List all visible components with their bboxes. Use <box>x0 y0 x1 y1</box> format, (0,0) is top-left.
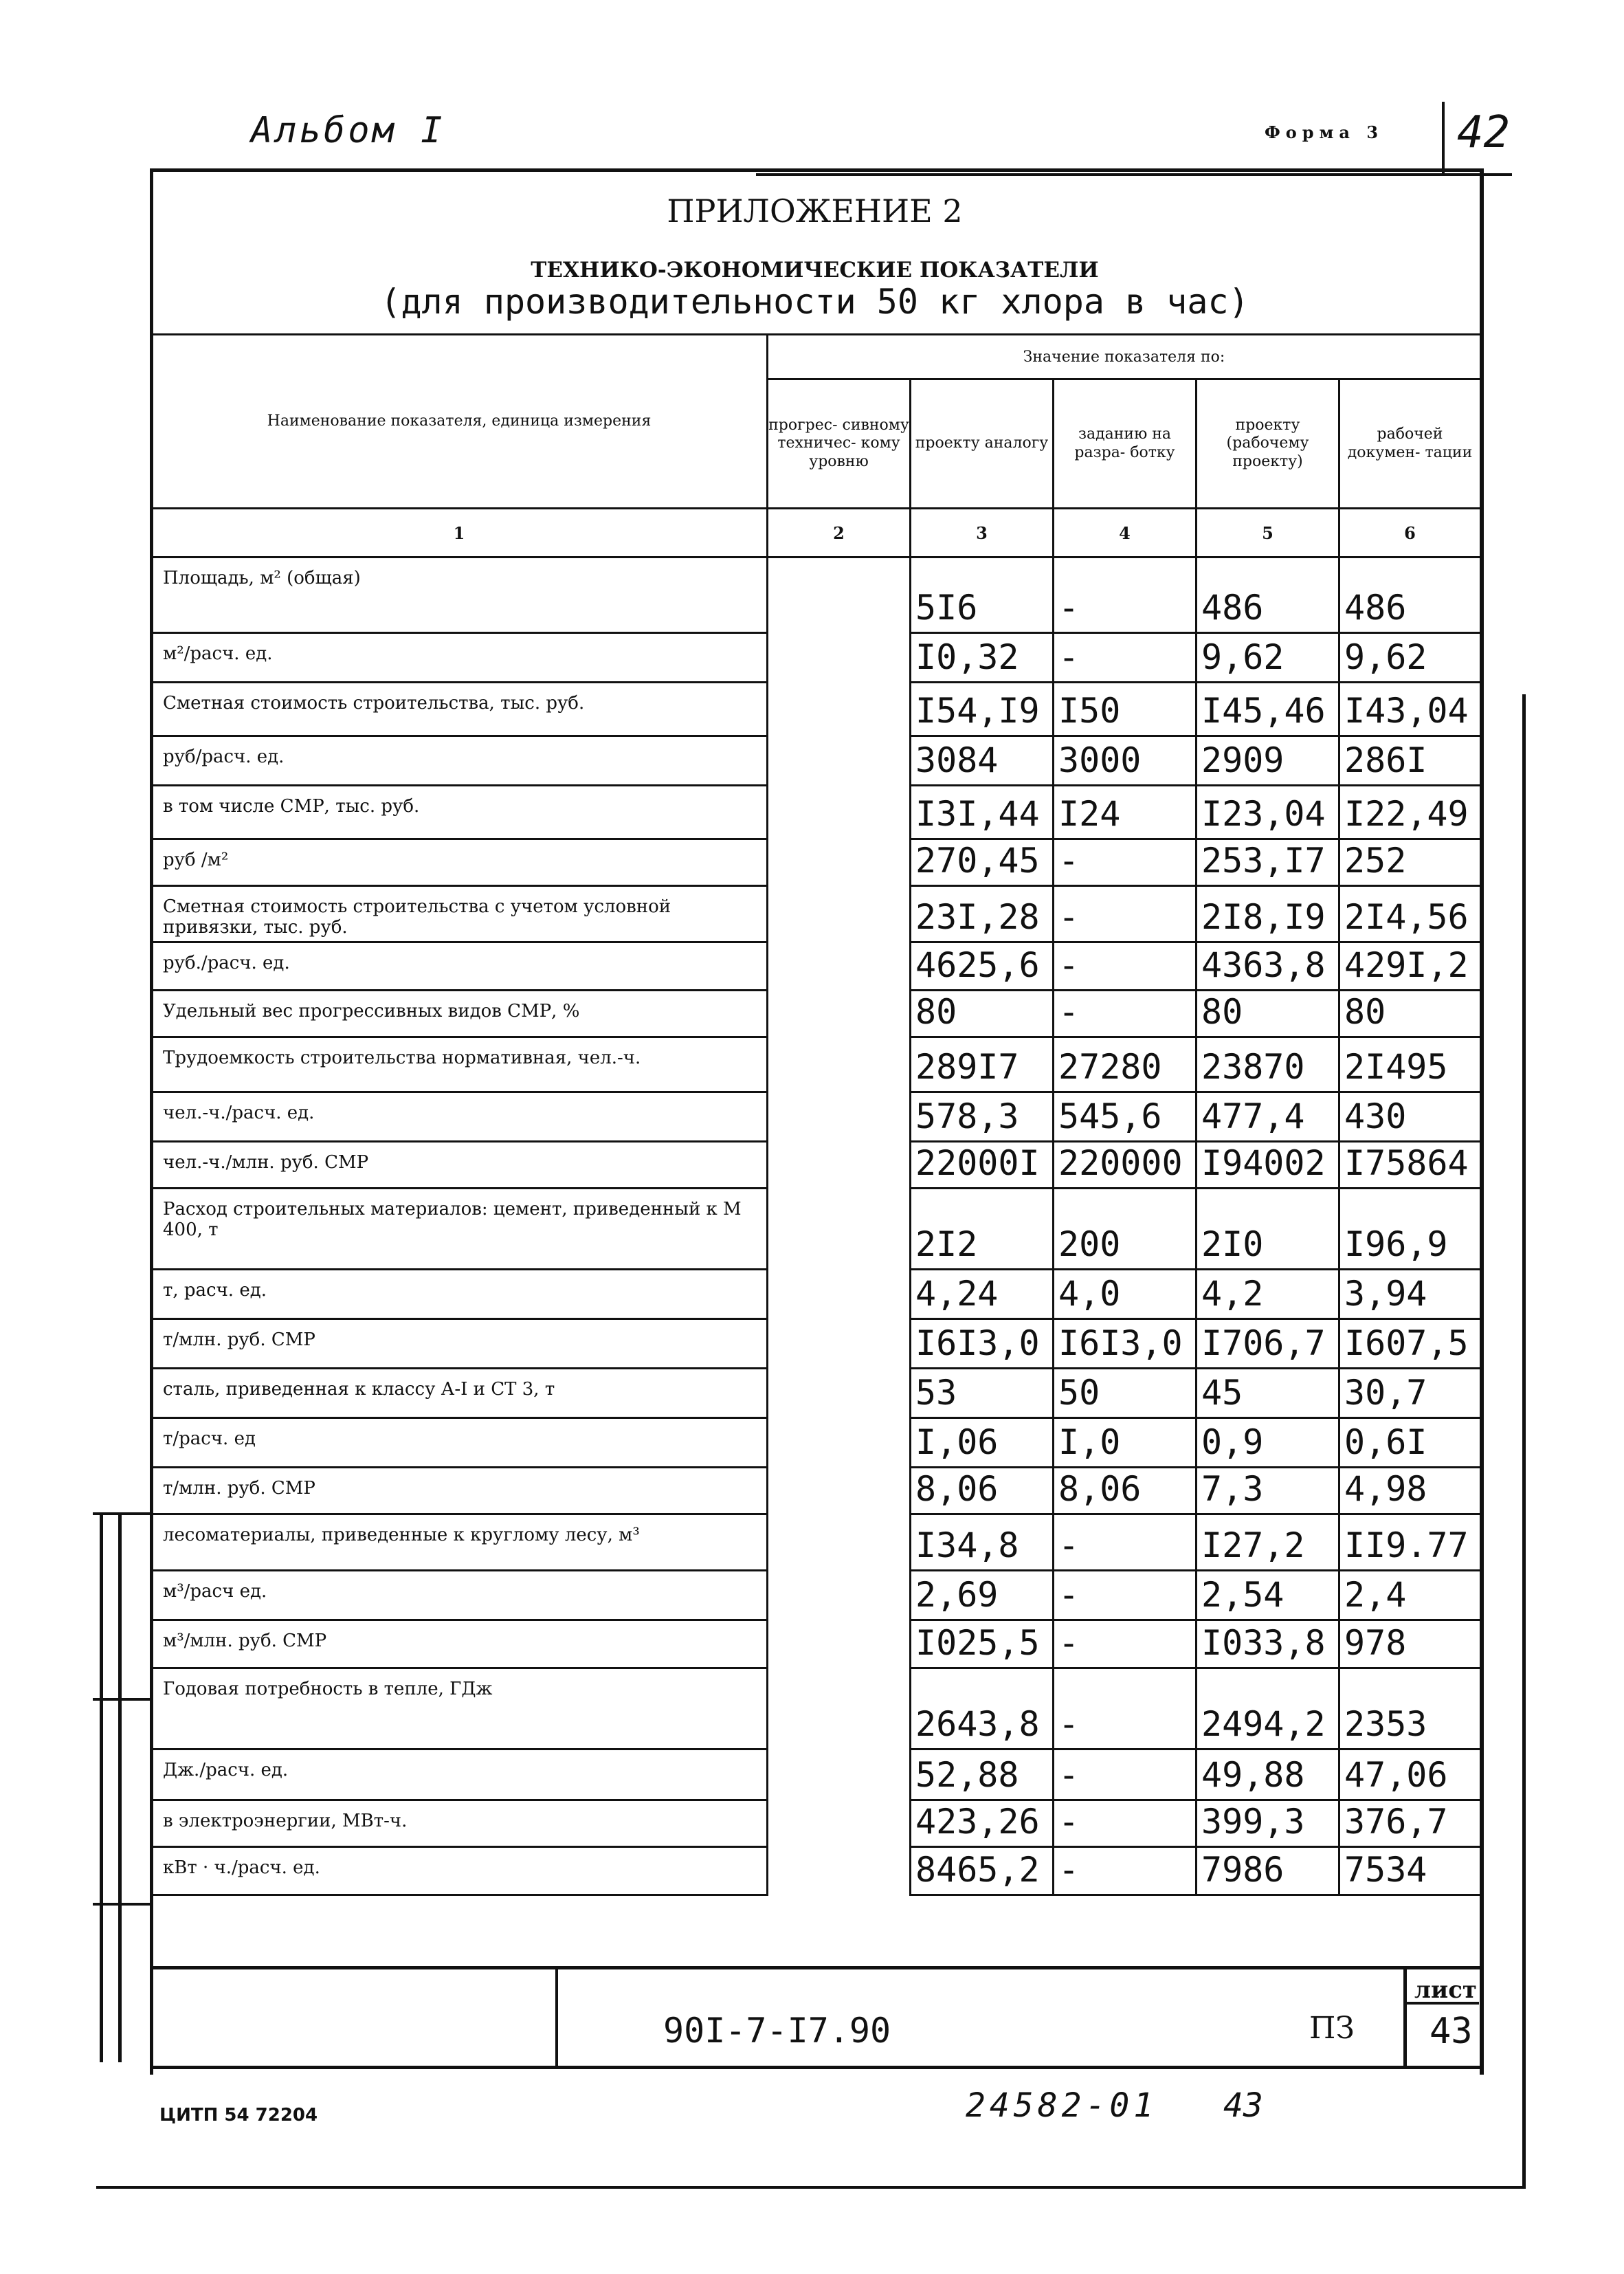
value-cell: 429I,2 <box>1339 942 1481 991</box>
margin-tick <box>93 1903 151 1906</box>
value-cell: - <box>1054 886 1197 942</box>
row-label: Площадь, м² (общая) <box>151 558 768 633</box>
table-row <box>151 942 1481 991</box>
value-cell: I27,2 <box>1197 1514 1339 1571</box>
value-cell: - <box>1054 991 1197 1037</box>
value-cell: 200 <box>1054 1189 1197 1270</box>
col-number: 3 <box>911 509 1054 558</box>
value-cell: I,06 <box>911 1418 1054 1468</box>
indicators-table <box>150 333 1482 1896</box>
value-cell: 486 <box>1197 558 1339 633</box>
row-label: Удельный вес прогрессивных видов СМР, % <box>151 991 768 1037</box>
value-cell: I50 <box>1054 683 1197 736</box>
row-label: в том числе СМР, тыс. руб. <box>151 786 768 839</box>
table-row <box>151 1189 1481 1270</box>
row-label: Расход строительных материалов: цемент, приведенный к М 400, т <box>151 1189 768 1270</box>
value-cell: I94002 <box>1197 1142 1339 1189</box>
row-label: руб./расч. ед. <box>151 942 768 991</box>
value-cell: 2I4,56 <box>1339 886 1481 942</box>
row-label: сталь, приведенная к классу А-I и СТ 3, т <box>151 1369 768 1418</box>
table-row <box>151 1418 1481 1468</box>
document-subtitle: ТЕХНИКО-ЭКОНОМИЧЕСКИЕ ПОКАЗАТЕЛИ <box>531 258 1099 283</box>
value-cell <box>768 1749 911 1800</box>
row-label: Сметная стоимость строительства с учетом условной привязки, тыс. руб. <box>151 886 768 942</box>
value-cell: 2I8,I9 <box>1197 886 1339 942</box>
value-cell: 9,62 <box>1339 633 1481 683</box>
row-label: т/млн. руб. СМР <box>151 1468 768 1514</box>
value-cell: I43,04 <box>1339 683 1481 736</box>
footer-divider <box>1403 1966 1407 2069</box>
page-mark: 42 <box>1457 107 1511 158</box>
value-cell <box>768 886 911 942</box>
value-cell: 2643,8 <box>911 1668 1054 1749</box>
value-cell: 4625,6 <box>911 942 1054 991</box>
value-cell: 49,88 <box>1197 1749 1339 1800</box>
document-subtitle-capacity: (для производительности 50 кг хлора в час) <box>380 282 1249 322</box>
table-row <box>151 1847 1481 1895</box>
value-cell: 7986 <box>1197 1847 1339 1895</box>
value-cell: 23870 <box>1197 1037 1339 1092</box>
value-cell: 286I <box>1339 736 1481 786</box>
footer-rule <box>150 1966 1480 1969</box>
row-label: т/млн. руб. СМР <box>151 1319 768 1369</box>
value-cell: 486 <box>1339 558 1481 633</box>
table-row <box>151 633 1481 683</box>
table-row <box>151 1749 1481 1800</box>
table-row <box>151 1800 1481 1847</box>
row-label: руб/расч. ед. <box>151 736 768 786</box>
value-cell: - <box>1054 1749 1197 1800</box>
table-row <box>151 1468 1481 1514</box>
value-cell <box>768 991 911 1037</box>
value-cell: - <box>1054 942 1197 991</box>
document-code: 90I-7-I7.90 <box>663 2011 891 2051</box>
value-cell: 0,6I <box>1339 1418 1481 1468</box>
table-row <box>151 1270 1481 1319</box>
value-cell: 80 <box>1197 991 1339 1037</box>
value-cell: 289I7 <box>911 1037 1054 1092</box>
value-cell <box>768 736 911 786</box>
footer-divider <box>555 1966 558 2069</box>
value-cell: 2,69 <box>911 1571 1054 1620</box>
row-label: чел.-ч./млн. руб. СМР <box>151 1142 768 1189</box>
value-cell: 978 <box>1339 1620 1481 1668</box>
value-cell: I025,5 <box>911 1620 1054 1668</box>
row-label: чел.-ч./расч. ед. <box>151 1092 768 1142</box>
value-cell: I706,7 <box>1197 1319 1339 1369</box>
row-label: Годовая потребность в тепле, ГДж <box>151 1668 768 1749</box>
value-cell <box>768 1668 911 1749</box>
value-cell <box>768 1800 911 1847</box>
value-cell: 2,4 <box>1339 1571 1481 1620</box>
value-cell: 253,I7 <box>1197 839 1339 886</box>
value-cell: - <box>1054 1514 1197 1571</box>
sheet-number-secondary: 43 <box>1223 2086 1263 2125</box>
value-cell <box>768 942 911 991</box>
value-cell: - <box>1054 839 1197 886</box>
publisher-code: ЦИТП 54 72204 <box>159 2105 318 2126</box>
value-cell: 8465,2 <box>911 1847 1054 1895</box>
value-cell: 2353 <box>1339 1668 1481 1749</box>
value-cell: - <box>1054 1800 1197 1847</box>
value-cell: I22,49 <box>1339 786 1481 839</box>
value-cell: 3000 <box>1054 736 1197 786</box>
name-column-header: Наименование показателя, единица измерения <box>151 335 768 509</box>
col-number: 6 <box>1339 509 1481 558</box>
value-cell: 220000 <box>1054 1142 1197 1189</box>
table-row <box>151 1092 1481 1142</box>
value-cell: I6I3,0 <box>1054 1319 1197 1369</box>
value-cell: - <box>1054 1620 1197 1668</box>
value-cell: 252 <box>1339 839 1481 886</box>
value-cell <box>768 1189 911 1270</box>
value-column-header: Значение показателя по: <box>768 335 1481 379</box>
table-row <box>151 558 1481 633</box>
table-row <box>151 736 1481 786</box>
value-cell: 23I,28 <box>911 886 1054 942</box>
value-cell <box>768 1620 911 1668</box>
value-cell: 7534 <box>1339 1847 1481 1895</box>
value-cell: 80 <box>911 991 1054 1037</box>
value-cell: 2,54 <box>1197 1571 1339 1620</box>
page-mark-box <box>1442 102 1520 175</box>
value-cell: 423,26 <box>911 1800 1054 1847</box>
value-cell: - <box>1054 1668 1197 1749</box>
appendix-title: ПРИЛОЖЕНИЕ 2 <box>667 192 963 230</box>
value-cell: 7,3 <box>1197 1468 1339 1514</box>
col-header-analog: проекту аналогу <box>911 379 1054 509</box>
value-cell: 578,3 <box>911 1092 1054 1142</box>
table-row <box>151 1142 1481 1189</box>
value-cell: - <box>1054 1847 1197 1895</box>
value-cell: 0,9 <box>1197 1418 1339 1468</box>
row-label: т/расч. ед <box>151 1418 768 1468</box>
value-cell: 4,98 <box>1339 1468 1481 1514</box>
value-cell <box>768 1418 911 1468</box>
value-cell <box>768 1142 911 1189</box>
col-header-progressive: прогрес- сивному техничес- кому уровню <box>768 379 911 509</box>
value-cell: 8,06 <box>1054 1468 1197 1514</box>
inventory-number: 24582-01 <box>966 2086 1158 2125</box>
col-number: 4 <box>1054 509 1197 558</box>
table-row <box>151 1319 1481 1369</box>
value-cell: 376,7 <box>1339 1800 1481 1847</box>
row-label: руб /м² <box>151 839 768 886</box>
value-cell: - <box>1054 1571 1197 1620</box>
value-cell: I75864 <box>1339 1142 1481 1189</box>
value-cell: 4,0 <box>1054 1270 1197 1319</box>
value-cell: I54,I9 <box>911 683 1054 736</box>
table-row <box>151 1514 1481 1571</box>
value-cell: - <box>1054 633 1197 683</box>
value-cell: 477,4 <box>1197 1092 1339 1142</box>
value-cell <box>768 1369 911 1418</box>
sheet-number: 43 <box>1430 2011 1473 2052</box>
value-cell: 5I6 <box>911 558 1054 633</box>
value-cell: 47,06 <box>1339 1749 1481 1800</box>
row-label: Дж./расч. ед. <box>151 1749 768 1800</box>
row-label: кВт · ч./расч. ед. <box>151 1847 768 1895</box>
page-right-rule <box>1522 694 1526 2186</box>
value-cell <box>768 1092 911 1142</box>
value-cell <box>768 1037 911 1092</box>
value-cell: I6I3,0 <box>911 1319 1054 1369</box>
table-row <box>151 1037 1481 1092</box>
value-cell: - <box>1054 558 1197 633</box>
table-row <box>151 991 1481 1037</box>
value-cell: 50 <box>1054 1369 1197 1418</box>
table-row <box>151 683 1481 736</box>
value-cell: I033,8 <box>1197 1620 1339 1668</box>
value-cell: I23,04 <box>1197 786 1339 839</box>
value-cell <box>768 1319 911 1369</box>
col-header-working-docs: рабочей докумен- тации <box>1339 379 1481 509</box>
table-row <box>151 886 1481 942</box>
value-cell: 2909 <box>1197 736 1339 786</box>
row-label: м²/расч. ед. <box>151 633 768 683</box>
table-row <box>151 1571 1481 1620</box>
margin-tick <box>93 1698 151 1701</box>
value-cell: 80 <box>1339 991 1481 1037</box>
value-cell <box>768 633 911 683</box>
album-label: Альбом I <box>251 110 445 151</box>
value-cell: 2I495 <box>1339 1037 1481 1092</box>
value-cell: 8,06 <box>911 1468 1054 1514</box>
value-cell: 3,94 <box>1339 1270 1481 1319</box>
table-row <box>151 1369 1481 1418</box>
row-label: Трудоемкость строительства нормативная, чел.-ч. <box>151 1037 768 1092</box>
footer-bottom-rule <box>150 2066 1480 2069</box>
value-cell: 53 <box>911 1369 1054 1418</box>
row-label: Сметная стоимость строительства, тыс. руб. <box>151 683 768 736</box>
value-cell: I,0 <box>1054 1418 1197 1468</box>
table-row <box>151 839 1481 886</box>
value-cell: 430 <box>1339 1092 1481 1142</box>
sheet-label: лист <box>1414 1976 1477 2004</box>
value-cell: I3I,44 <box>911 786 1054 839</box>
value-cell: 27280 <box>1054 1037 1197 1092</box>
value-cell: 3084 <box>911 736 1054 786</box>
value-cell: 45 <box>1197 1369 1339 1418</box>
value-cell <box>768 1847 911 1895</box>
table-row <box>151 786 1481 839</box>
table-row <box>151 1668 1481 1749</box>
value-cell: 545,6 <box>1054 1092 1197 1142</box>
value-cell <box>768 683 911 736</box>
col-number: 2 <box>768 509 911 558</box>
row-label: м³/млн. руб. СМР <box>151 1620 768 1668</box>
value-cell: 2I2 <box>911 1189 1054 1270</box>
value-cell <box>768 1514 911 1571</box>
value-cell: 9,62 <box>1197 633 1339 683</box>
value-cell: 52,88 <box>911 1749 1054 1800</box>
col-number: 5 <box>1197 509 1339 558</box>
margin-line <box>118 1512 122 2062</box>
section-code: ПЗ <box>1309 2011 1355 2046</box>
row-label: м³/расч ед. <box>151 1571 768 1620</box>
value-cell: I34,8 <box>911 1514 1054 1571</box>
value-cell: I0,32 <box>911 633 1054 683</box>
margin-line <box>100 1512 103 2062</box>
table-row <box>151 1620 1481 1668</box>
row-label: в электроэнергии, МВт-ч. <box>151 1800 768 1847</box>
value-cell <box>768 1571 911 1620</box>
value-cell: I24 <box>1054 786 1197 839</box>
value-cell: 2I0 <box>1197 1189 1339 1270</box>
value-cell <box>768 1270 911 1319</box>
value-cell <box>768 558 911 633</box>
value-cell: 30,7 <box>1339 1369 1481 1418</box>
value-cell: 399,3 <box>1197 1800 1339 1847</box>
value-cell: 2494,2 <box>1197 1668 1339 1749</box>
value-cell: I96,9 <box>1339 1189 1481 1270</box>
value-cell <box>768 1468 911 1514</box>
row-label: лесоматериалы, приведенные к круглому лесу, м³ <box>151 1514 768 1571</box>
form-label: Форма 3 <box>1265 122 1384 142</box>
value-cell <box>768 839 911 886</box>
value-cell: 22000I <box>911 1142 1054 1189</box>
row-label: т, расч. ед. <box>151 1270 768 1319</box>
col-header-project: проекту (рабочему проекту) <box>1197 379 1339 509</box>
value-cell: 4363,8 <box>1197 942 1339 991</box>
value-cell: 4,2 <box>1197 1270 1339 1319</box>
value-cell: 270,45 <box>911 839 1054 886</box>
value-cell <box>768 786 911 839</box>
value-cell: I607,5 <box>1339 1319 1481 1369</box>
page-bottom-rule <box>96 2186 1526 2189</box>
col-header-task: заданию на разра- ботку <box>1054 379 1197 509</box>
value-cell: 4,24 <box>911 1270 1054 1319</box>
col-number: 1 <box>151 509 768 558</box>
margin-tick <box>93 1512 151 1515</box>
value-cell: I45,46 <box>1197 683 1339 736</box>
value-cell: II9.77 <box>1339 1514 1481 1571</box>
